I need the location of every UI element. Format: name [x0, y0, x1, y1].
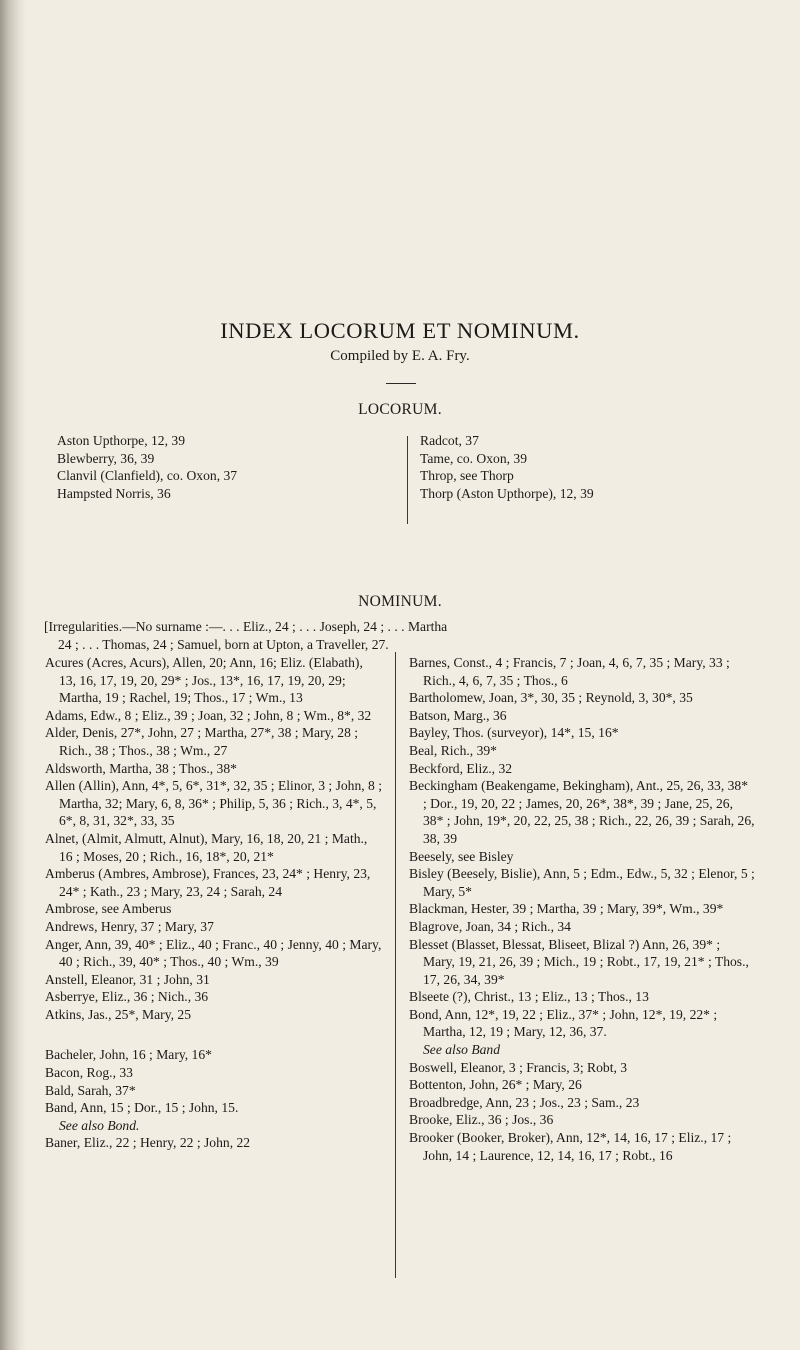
nominum-heading: NOMINUM.: [358, 593, 442, 610]
index-entry: Andrews, Henry, 37 ; Mary, 37: [45, 918, 214, 934]
index-entry: Barnes, Const., 4 ; Francis, 7 ; Joan, 4, 6, 7, 35 ; Mary, 33 ; Rich., 4, 6, 7, 35 ; Thos., 6: [409, 655, 730, 688]
index-entry: Beckingham (Beakengame, Bekingham), Ant., 25, 26, 33, 38* ; Dor., 19, 20, 22 ; James, 20, 26*, 38*, 39 ; Jane, 25, 26, 38* ; John, 19*, 20, 22, 25, 38 ; Rich., 22, 26, 39 ; Sarah, 26, 38, 39: [409, 778, 755, 846]
compiler-credit: Compiled by E. A. Fry.: [330, 348, 470, 364]
index-entry: Bottenton, John, 26* ; Mary, 26: [409, 1077, 582, 1093]
see-also-note: See also Band: [423, 1042, 501, 1058]
binding-shadow: [0, 0, 26, 1350]
index-entry: Beal, Rich., 39*: [409, 742, 497, 758]
index-entry: Boswell, Eleanor, 3 ; Francis, 3; Robt, 3: [409, 1059, 628, 1075]
index-entry: Blewberry, 36, 39: [57, 450, 155, 466]
index-entry: Throp, see Thorp: [420, 468, 514, 484]
index-entry: Brooker (Booker, Broker), Ann, 12*, 14, 16, 17 ; Eliz., 17 ; John, 14 ; Laurence, 12, 14, 16, 17 ; Robt., 16: [409, 1130, 732, 1163]
index-entry: Tame, co. Oxon, 39: [420, 450, 528, 466]
index-entry: Bisley (Beesely, Bislie), Ann, 5 ; Edm., Edw., 5, 32 ; Elenor, 5 ; Mary, 5*: [409, 866, 755, 899]
index-entry: Aston Upthorpe, 12, 39: [57, 433, 185, 448]
index-entry: Blesset (Blasset, Blessat, Bliseet, Blizal ?) Ann, 26, 39* ; Mary, 19, 21, 26, 39 ; Mich., 19 ; Robt., 17, 19, 21* ; Thos., 17, 26, 34, 39*: [409, 936, 749, 987]
locorum-left-column: [57, 432, 357, 502]
index-entry: Baner, Eliz., 22 ; Henry, 22 ; John, 22: [45, 1135, 251, 1151]
index-entry: Alder, Denis, 27*, John, 27 ; Martha, 27*, 38 ; Mary, 28 ; Rich., 38 ; Thos., 38 ; Wm., 27: [45, 725, 359, 758]
locorum-heading: LOCORUM.: [358, 401, 442, 418]
irregularities-line-2: 24 ; . . . Thomas, 24 ; Samuel, born at Upton, a Traveller, 27.: [58, 637, 389, 652]
index-entry: Anger, Ann, 39, 40* ; Eliz., 40 ; Franc., 40 ; Jenny, 40 ; Mary, 40 ; Rich., 39, 40* ; Thos., 40 ; Wm., 39: [45, 936, 382, 970]
irregularities-note: [44, 618, 760, 654]
index-entry: Beckford, Eliz., 32: [409, 760, 513, 776]
locorum-right-column: [420, 432, 750, 502]
entry-gap: [45, 1023, 383, 1046]
index-entry: Anstell, Eleanor, 31 ; John, 31: [45, 971, 210, 987]
see-also-note: See also Bond.: [59, 1117, 140, 1133]
index-entry: Broadbredge, Ann, 23 ; Jos., 23 ; Sam., 23: [409, 1094, 640, 1110]
index-entry: Brooke, Eliz., 36 ; Jos., 36: [409, 1112, 554, 1128]
index-entry: Alnet, (Almit, Almutt, Alnut), Mary, 16, 18, 20, 21 ; Math., 16 ; Moses, 20 ; Rich., 16, 18*, 20, 21*: [45, 830, 368, 864]
column-divider: [395, 652, 396, 1278]
index-entry: Beesely, see Bisley: [409, 848, 514, 864]
index-entry: Bald, Sarah, 37*: [45, 1082, 136, 1098]
index-entry: Atkins, Jas., 25*, Mary, 25: [45, 1006, 191, 1022]
index-entry: Clanvil (Clanfield), co. Oxon, 37: [57, 468, 238, 484]
index-entry: Aldsworth, Martha, 38 ; Thos., 38*: [45, 760, 237, 776]
index-entry: Adams, Edw., 8 ; Eliz., 39 ; Joan, 32 ; John, 8 ; Wm., 8*, 32: [45, 707, 372, 723]
index-entry: Radcot, 37: [420, 433, 479, 448]
index-entry: Bacheler, John, 16 ; Mary, 16*: [45, 1047, 212, 1063]
index-entry: Blseete (?), Christ., 13 ; Eliz., 13 ; Thos., 13: [409, 989, 649, 1005]
index-entry: Bartholomew, Joan, 3*, 30, 35 ; Reynold, 3, 30*, 35: [409, 690, 693, 706]
index-entry: Band, Ann, 15 ; Dor., 15 ; John, 15.: [45, 1100, 239, 1116]
index-entry: Allen (Allin), Ann, 4*, 5, 6*, 31*, 32, 35 ; Elinor, 3 ; John, 8 ; Martha, 32; Mary, 6, 8, 36* ; Philip, 5, 36 ; Rich., 3, 4*, 5, 6*, 8, 31, 32*, 33, 35: [45, 778, 383, 829]
index-entry: Amberus (Ambres, Ambrose), Frances, 23, 24* ; Henry, 23, 24* ; Kath., 23 ; Mary, 23, 24 ; Sarah, 24: [45, 866, 371, 899]
column-divider: [407, 436, 408, 524]
index-entry: Batson, Marg., 36: [409, 707, 507, 723]
index-entry: Acures (Acres, Acurs), Allen, 20; Ann, 16; Eliz. (Elabath), 13, 16, 17, 19, 20, 29* ; Jos., 13*, 16, 17, 19, 20, 29; Martha, 19 ; Rachel, 19; Thos., 17 ; Wm., 13: [45, 655, 363, 706]
index-entry: Blackman, Hester, 39 ; Martha, 39 ; Mary, 39*, Wm., 39*: [409, 901, 724, 917]
index-entry: Hampsted Norris, 36: [57, 485, 171, 501]
index-entry: Bayley, Thos. (surveyor), 14*, 15, 16*: [409, 725, 619, 741]
nominum-right-column: [409, 654, 755, 1164]
index-entry: Thorp (Aston Upthorpe), 12, 39: [420, 485, 594, 501]
index-entry: Bond, Ann, 12*, 19, 22 ; Eliz., 37* ; John, 12*, 19, 22* ; Martha, 12, 19 ; Mary, 12, 36, 37.: [409, 1006, 718, 1040]
irregularities-line-1: [Irregularities.—No surname :—. . . Eliz., 24 ; . . . Joseph, 24 ; . . . Martha: [44, 619, 448, 634]
page-title: INDEX LOCORUM ET NOMINUM.: [220, 318, 580, 343]
index-entry: Ambrose, see Amberus: [45, 901, 172, 917]
index-entry: Blagrove, Joan, 34 ; Rich., 34: [409, 918, 571, 934]
nominum-left-column: [45, 654, 383, 1152]
title-rule: [386, 383, 416, 384]
index-entry: Asberrye, Eliz., 36 ; Nich., 36: [45, 989, 209, 1005]
index-entry: Bacon, Rog., 33: [45, 1065, 133, 1081]
